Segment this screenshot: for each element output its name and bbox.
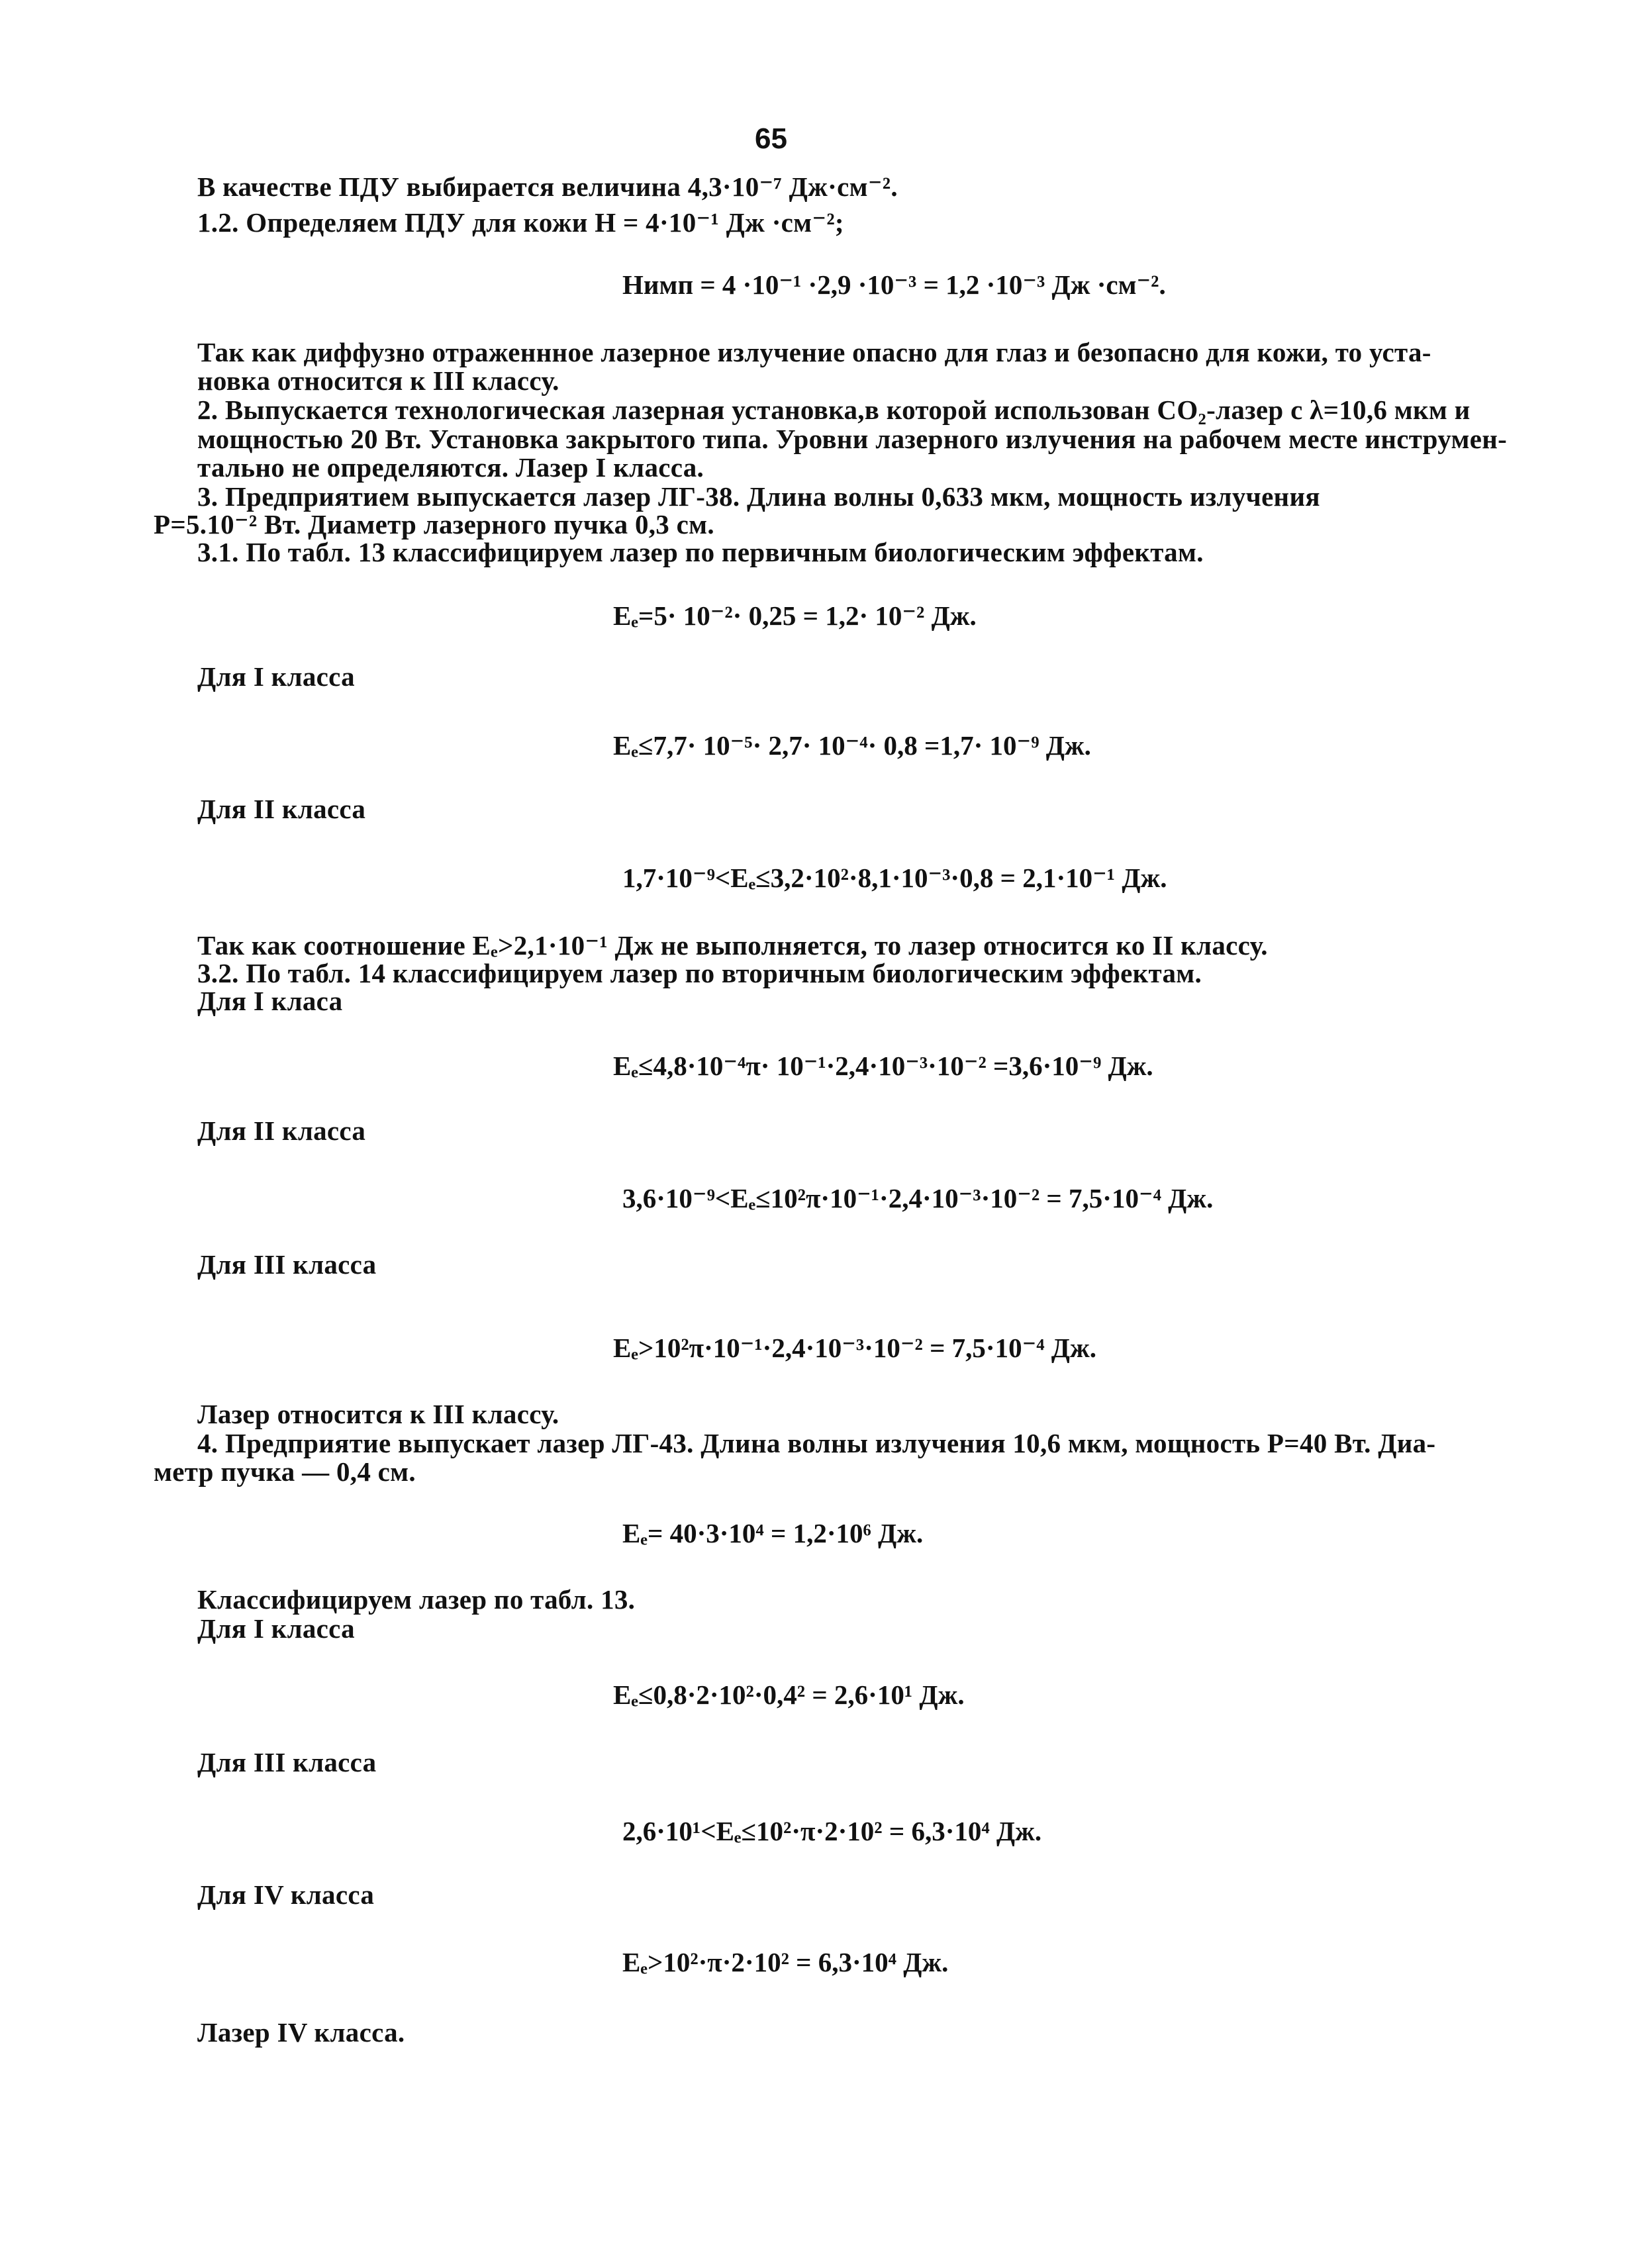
- formula-ee-class3-b: 2,6·10¹<Eₑ≤10²·π·2·10² = 6,3·10⁴ Дж.: [622, 1816, 1042, 1846]
- text-line-item2-1: 2. Выпускается технологическая лазерная установка,в которой использован CO₂-лазер с λ=10,6 мкм и: [197, 395, 1471, 425]
- formula-ee-class2-b: 3,6·10⁻⁹<Eₑ≤10²π·10⁻¹·2,4·10⁻³·10⁻² = 7,5·10⁻⁴ Дж.: [622, 1183, 1214, 1213]
- formula-ee-class1-b: Eₑ≤4,8·10⁻⁴π· 10⁻¹·2,4·10⁻³·10⁻² =3,6·10⁻⁹ Дж.: [613, 1051, 1153, 1081]
- label-class-1-c: Для I класса: [197, 1613, 355, 1644]
- page-number: 65: [755, 122, 787, 155]
- text-line-class3-conclusion: Лазер относится к III классу.: [197, 1399, 559, 1429]
- text-line-item4-2: метр пучка — 0,4 см.: [154, 1456, 416, 1487]
- text-line-ldu-choice: В качестве ПДУ выбирается величина 4,3·10⁻⁷ Дж·см⁻².: [197, 171, 898, 202]
- text-line-diffuse-2: новка относится к III классу.: [197, 365, 559, 396]
- label-class-2-b: Для II класса: [197, 1115, 366, 1146]
- text-line-classify-table13: Классифицируем лазер по табл. 13.: [197, 1584, 636, 1615]
- formula-ee-class1-c: Eₑ≤0,8·2·10²·0,4² = 2,6·10¹ Дж.: [613, 1679, 965, 1710]
- label-class-3-b: Для III класса: [197, 1747, 377, 1777]
- label-class-4: Для IV класса: [197, 1879, 375, 1910]
- text-line-item31: 3.1. По табл. 13 классифицируем лазер по первичным биологическим эффектам.: [197, 537, 1204, 567]
- formula-ee-class1-a: Eₑ≤7,7· 10⁻⁵· 2,7· 10⁻⁴· 0,8 =1,7· 10⁻⁹ Дж.: [613, 730, 1091, 761]
- text-line-conclusion-class2: Так как соотношение Eₑ>2,1·10⁻¹ Дж не выполняется, то лазер относится ко II классу.: [197, 930, 1268, 961]
- text-line-final-class4: Лазер IV класса.: [197, 2017, 405, 2048]
- formula-ee-1: Eₑ=5· 10⁻²· 0,25 = 1,2· 10⁻² Дж.: [613, 600, 977, 631]
- formula-ee-class2-a: 1,7·10⁻⁹<Eₑ≤3,2·10²·8,1·10⁻³·0,8 = 2,1·10⁻¹ Дж.: [622, 863, 1167, 893]
- text-line-item2-2: мощностью 20 Вт. Установка закрытого типа. Уровни лазерного излучения на рабочем месте инструмен-: [197, 424, 1508, 454]
- formula-ee-class3-a: Eₑ>10²π·10⁻¹·2,4·10⁻³·10⁻² = 7,5·10⁻⁴ Дж.: [613, 1333, 1096, 1363]
- label-class-1-b: Для I класа: [197, 986, 343, 1016]
- text-line-item3-1: 3. Предприятием выпускается лазер ЛГ-38. Длина волны 0,633 мкм, мощность излучения: [197, 481, 1320, 512]
- label-class-3-a: Для III класса: [197, 1249, 377, 1280]
- text-line-diffuse-1: Так как диффузно отраженнное лазерное излучение опасно для глаз и безопасно для кожи, то уста-: [197, 337, 1431, 367]
- label-class-1-a: Для I класса: [197, 661, 355, 692]
- text-line-item4-1: 4. Предприятие выпускает лазер ЛГ-43. Длина волны излучения 10,6 мкм, мощность Р=40 Вт. Диа-: [197, 1428, 1436, 1458]
- text-line-item32: 3.2. По табл. 14 классифицируем лазер по вторичным биологическим эффектам.: [197, 958, 1202, 988]
- formula-h-imp: Нимп = 4 ·10⁻¹ ·2,9 ·10⁻³ = 1,2 ·10⁻³ Дж ·см⁻².: [622, 269, 1166, 300]
- formula-ee-4: Eₑ= 40·3·10⁴ = 1,2·10⁶ Дж.: [622, 1518, 924, 1548]
- text-line-item3-2: Р=5.10⁻² Вт. Диаметр лазерного пучка 0,3 см.: [154, 509, 714, 540]
- label-class-2-a: Для II класса: [197, 794, 366, 824]
- text-line-skin-ldu: 1.2. Определяем ПДУ для кожи Н = 4·10⁻¹ Дж ·см⁻²;: [197, 207, 844, 238]
- text-line-item2-3: тально не определяются. Лазер I класса.: [197, 452, 704, 483]
- formula-ee-class4: Eₑ>10²·π·2·10² = 6,3·10⁴ Дж.: [622, 1947, 949, 1977]
